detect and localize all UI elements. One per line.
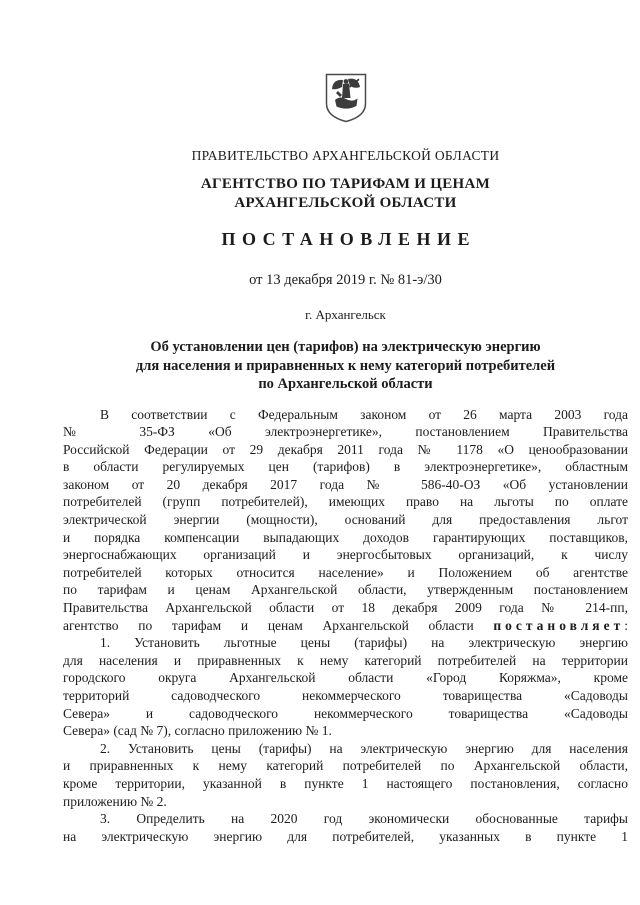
preamble-line: законом от 20 декабря 2017 года № 586-40-ОЗ «Об установлении (63, 476, 628, 492)
preamble-line: электрической энергии (мощности), оснований для предоставления льгот (63, 512, 628, 528)
item-line: 3. Определить на 2020 год экономически обоснованные тарифы (100, 811, 628, 827)
preamble-line: энергоснабжающих организаций и энергосбытовых организаций, к числу (63, 547, 628, 563)
preamble-line: в области регулируемых цен (тарифов) в электроэнергетике», областным (63, 459, 628, 475)
city-line: г. Архангельск (305, 307, 386, 322)
item-line: и приравненных к нему категорий потребителей по Архангельской области, (63, 758, 628, 774)
subject-title (63, 338, 628, 394)
preamble-line: Правительства Архангельской области от 18 декабря 2009 года № 214-пп, (63, 600, 628, 616)
subject-title-line3: по Архангельской области (258, 376, 433, 392)
document-content (63, 0, 628, 845)
item-line: Севера» и садоводческого некоммерческого товарищества «Садоводы (63, 705, 628, 721)
arkhangelsk-coat-of-arms-icon (323, 71, 369, 125)
government-name: ПРАВИТЕЛЬСТВО АРХАНГЕЛЬСКОЙ ОБЛАСТИ (191, 148, 500, 163)
emblem-container (63, 71, 628, 123)
preamble-tail-text: агентство по тарифам и ценам Архангельской области (63, 617, 494, 633)
preamble-line: потребителей которых относится население» и Положением об агентстве (63, 564, 628, 580)
resolves-word: постановляет (493, 617, 625, 633)
preamble-resolves-line (63, 617, 628, 635)
preamble-line: и порядка компенсации выпадающих доходов гарантирующих поставщиков, (63, 529, 628, 545)
item-line: для населения и приравненных к нему категорий потребителей на территории (63, 652, 628, 668)
subject-title-line2: для населения и приравненных к нему категорий потребителей (135, 357, 556, 374)
item-line: кроме территории, указанной в пункте 1 настоящего постановления, согласно (63, 775, 628, 791)
item-line: 2. Установить цены (тарифы) на электрическую энергию для населения (100, 740, 628, 756)
preamble-line: № 35-ФЗ «Об электроэнергетике», постановлением Правительства (63, 424, 628, 440)
item-line: на электрическую энергию для потребителей, указанных в пункте 1 (63, 828, 628, 844)
subject-title-line1: Об установлении цен (тарифов) на электрическую энергию (150, 339, 541, 355)
item-line: приложению № 2. (63, 793, 167, 809)
document-body (63, 406, 628, 846)
preamble-line: В соответствии с Федеральным законом от 26 марта 2003 года (100, 406, 628, 422)
date-and-number-line: от 13 декабря 2019 г. № 81-э/30 (249, 272, 442, 288)
item-line: территорий садоводческого некоммерческого товарищества «Садоводы (63, 688, 628, 703)
agency-name-line2: АРХАНГЕЛЬСКОЙ ОБЛАСТИ (234, 195, 457, 211)
preamble-line: по тарифам и ценам Архангельской области, утвержденным постановлением (63, 582, 628, 598)
preamble-line: Российской Федерации от 29 декабря 2011 года № 1178 «О ценообразовании (63, 441, 628, 457)
preamble-line: потребителей (групп потребителей), имеющих право на льготы по оплате (63, 494, 628, 510)
preamble-paragraph (63, 406, 628, 635)
resolution-item-2 (63, 740, 628, 810)
item-line: городского округа Архангельской области «Город Коряжма», кроме (63, 670, 628, 686)
agency-name (63, 175, 628, 213)
resolves-colon: : (624, 617, 628, 633)
resolution-item-3 (63, 810, 628, 845)
agency-name-line1: АГЕНТСТВО ПО ТАРИФАМ И ЦЕНАМ (200, 176, 491, 192)
document-type-heading: ПОСТАНОВЛЕНИЕ (221, 229, 477, 249)
resolution-item-1 (63, 634, 628, 740)
item-line: 1. Установить льготные цены (тарифы) на электрическую энергию (100, 635, 628, 651)
item-line: Севера» (сад № 7), согласно приложению № 1. (63, 723, 332, 739)
